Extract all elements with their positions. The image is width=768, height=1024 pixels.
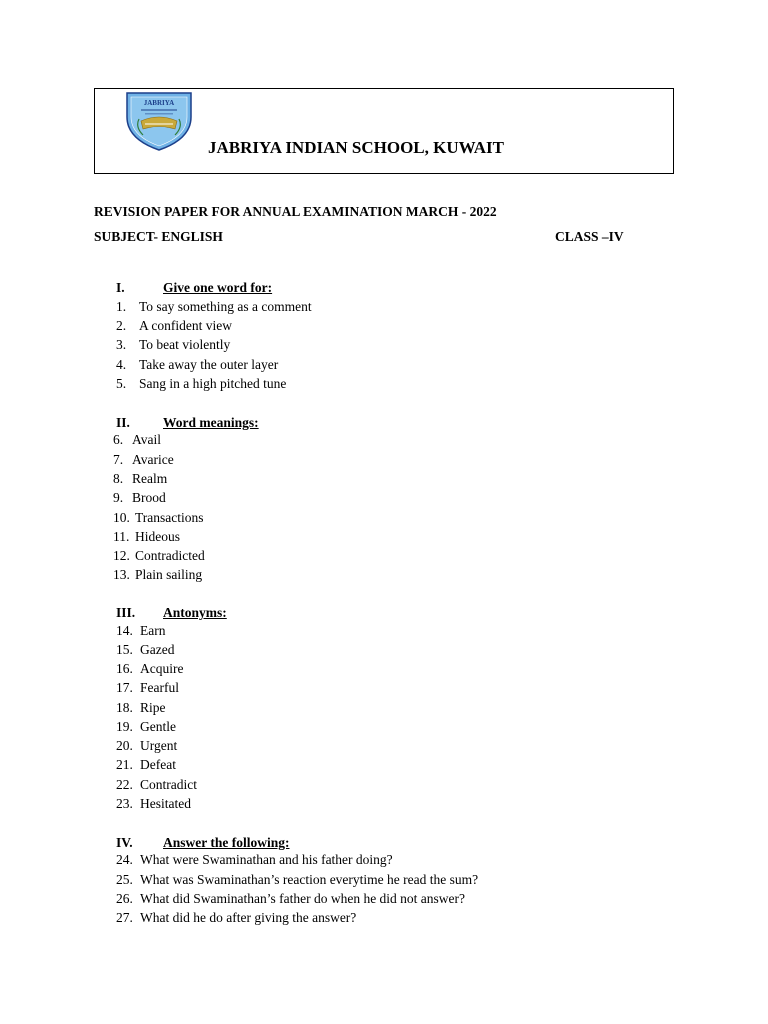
item-text: To beat violently — [139, 337, 231, 352]
item-text: What did he do after giving the answer? — [140, 910, 357, 925]
item-number: 5. — [116, 376, 127, 391]
item-text: Hesitated — [140, 796, 191, 811]
item-text: Fearful — [140, 680, 179, 695]
item-text: Transactions — [135, 510, 204, 525]
item-number: 11. — [113, 529, 130, 544]
item-text: Defeat — [140, 757, 176, 772]
item-text: Urgent — [140, 738, 178, 753]
item-text: What was Swaminathan’s reaction everytime he read the sum? — [140, 872, 479, 887]
logo-text: JABRIYA — [143, 99, 175, 107]
section-title: Word meanings: — [163, 415, 259, 430]
section-title: Give one word for: — [163, 280, 273, 295]
subject-label: SUBJECT- ENGLISH — [94, 229, 223, 244]
item-number: 22. — [116, 777, 133, 792]
section-title: Antonyms: — [163, 605, 227, 620]
item-text: Avail — [132, 432, 161, 447]
item-text: Take away the outer layer — [139, 357, 279, 372]
item-number: 6. — [113, 432, 124, 447]
school-header — [94, 88, 674, 174]
item-text: Plain sailing — [135, 567, 203, 582]
item-number: 16. — [116, 661, 133, 676]
item-number: 26. — [116, 891, 133, 906]
item-text: Gazed — [140, 642, 175, 657]
item-text: What did Swaminathan’s father do when he did not answer? — [140, 891, 466, 906]
item-number: 2. — [116, 318, 127, 333]
item-number: 13. — [113, 567, 130, 582]
item-number: 3. — [116, 337, 127, 352]
item-number: 10. — [113, 510, 130, 525]
item-number: 20. — [116, 738, 133, 753]
item-text: Realm — [132, 471, 168, 486]
item-text: Earn — [140, 623, 166, 638]
item-text: Contradicted — [135, 548, 205, 563]
item-number: 4. — [116, 357, 127, 372]
item-number: 9. — [113, 490, 124, 505]
item-number: 7. — [113, 452, 124, 467]
section-title: Answer the following: — [163, 835, 290, 850]
school-name: JABRIYA INDIAN SCHOOL, KUWAIT — [208, 138, 504, 157]
item-number: 19. — [116, 719, 133, 734]
item-text: Ripe — [140, 700, 166, 715]
item-text: What were Swaminathan and his father doing? — [140, 852, 393, 867]
item-text: To say something as a comment — [139, 299, 312, 314]
item-number: 25. — [116, 872, 133, 887]
section-numeral: IV. — [116, 835, 133, 850]
paper-title: REVISION PAPER FOR ANNUAL EXAMINATION MARCH - 2022 — [94, 204, 497, 219]
item-number: 8. — [113, 471, 124, 486]
section-numeral: II. — [116, 415, 130, 430]
item-number: 14. — [116, 623, 133, 638]
item-number: 15. — [116, 642, 133, 657]
item-text: Gentle — [140, 719, 176, 734]
item-number: 17. — [116, 680, 133, 695]
item-text: Acquire — [140, 661, 184, 676]
item-number: 21. — [116, 757, 133, 772]
item-text: Avarice — [132, 452, 174, 467]
item-number: 23. — [116, 796, 133, 811]
item-text: A confident view — [139, 318, 232, 333]
item-number: 1. — [116, 299, 127, 314]
item-number: 27. — [116, 910, 133, 925]
section-numeral: III. — [116, 605, 136, 620]
school-logo-icon — [121, 91, 197, 151]
item-text: Brood — [132, 490, 166, 505]
item-text: Contradict — [140, 777, 197, 792]
item-text: Hideous — [135, 529, 180, 544]
item-number: 18. — [116, 700, 133, 715]
item-number: 24. — [116, 852, 133, 867]
section-numeral: I. — [116, 280, 125, 295]
class-label: CLASS –IV — [555, 229, 624, 244]
item-number: 12. — [113, 548, 130, 563]
item-text: Sang in a high pitched tune — [139, 376, 287, 391]
